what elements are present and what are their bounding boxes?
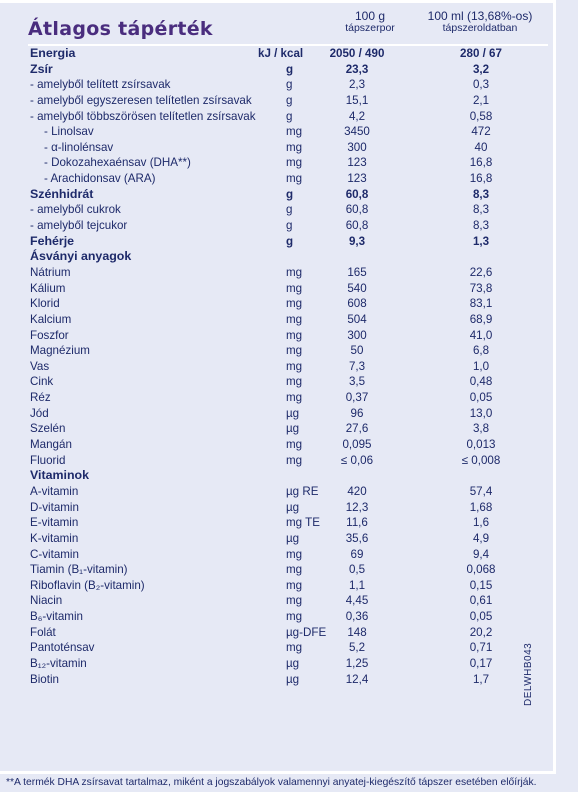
row-value-per-100ml: ≤ 0,008 (461, 453, 501, 467)
table-row (0, 249, 556, 265)
row-unit: mg (286, 391, 303, 405)
table-row (0, 437, 556, 453)
row-value-per-100g: 69 (350, 547, 364, 561)
row-value-per-100g: 1,25 (345, 656, 369, 670)
row-value-per-100g: 0,5 (348, 563, 366, 577)
table-row (0, 93, 556, 109)
row-unit: mg (286, 547, 303, 561)
row-unit: mg (286, 610, 303, 624)
table-row (0, 62, 556, 78)
table-row (0, 656, 556, 672)
row-value-per-100ml: 0,71 (469, 641, 493, 655)
table-row (0, 140, 556, 156)
table-row (0, 265, 556, 281)
row-value-per-100ml: 4,9 (472, 531, 490, 545)
table-row (0, 406, 556, 422)
row-value-per-100g: 608 (347, 297, 367, 311)
row-value-per-100g: 123 (347, 156, 367, 170)
row-unit: µg (286, 422, 300, 436)
row-unit: mg (286, 359, 303, 373)
row-value-per-100ml: 41,0 (469, 328, 493, 342)
table-row (0, 453, 556, 469)
row-value-per-100g: 50 (350, 344, 364, 358)
row-unit: g (286, 219, 293, 233)
column-header-per-100g-line2: tápszerpor (345, 22, 395, 34)
row-unit: mg (286, 578, 303, 592)
row-label: - Dokozahexaénsav (DHA**) (44, 156, 191, 170)
row-value-per-100g: 0,37 (345, 391, 369, 405)
column-header-per-100g (330, 10, 410, 34)
row-value-per-100ml: 8,3 (472, 203, 490, 217)
row-label: Cink (30, 375, 54, 389)
row-label: D-vitamin (30, 500, 79, 514)
row-label: Zsír (30, 61, 53, 76)
table-row (0, 484, 556, 500)
row-unit: µg (286, 656, 300, 670)
row-label: - Linolsav (44, 125, 94, 139)
table-row (0, 421, 556, 437)
row-label: Kálium (30, 281, 66, 295)
row-value-per-100g: 15,1 (345, 93, 369, 107)
row-value-per-100ml: 22,6 (469, 265, 493, 279)
row-value-per-100g: 12,4 (345, 672, 369, 686)
row-value-per-100g: ≤ 0,06 (340, 453, 374, 467)
table-row (0, 500, 556, 516)
row-label: - α-linolénsav (44, 140, 114, 154)
table-row (0, 390, 556, 406)
row-label: Foszfor (30, 328, 69, 342)
row-value-per-100ml: 1,7 (472, 672, 490, 686)
row-value-per-100g: 60,8 (345, 187, 369, 201)
row-value-per-100g: 540 (347, 281, 367, 295)
row-label: Klorid (30, 297, 60, 311)
row-label: Szénhidrát (30, 186, 94, 201)
row-unit: µg (286, 406, 300, 420)
table-row (0, 187, 556, 203)
row-label: Energia (30, 46, 76, 60)
row-label: Niacin (30, 594, 63, 608)
row-value-per-100g: 9,3 (348, 234, 366, 248)
row-label: - amelyből telített zsírsavak (30, 78, 171, 92)
row-unit: µg-DFE (286, 625, 327, 639)
table-row (0, 218, 556, 234)
row-value-per-100ml: 0,013 (466, 438, 496, 452)
table-row (0, 296, 556, 312)
row-value-per-100ml: 3,8 (472, 422, 490, 436)
row-label: E-vitamin (30, 516, 79, 530)
table-row (0, 171, 556, 187)
row-value-per-100g: 300 (347, 140, 367, 154)
page-title: Átlagos tápérték (28, 18, 213, 40)
row-value-per-100ml: 8,3 (472, 219, 490, 233)
table-row (0, 77, 556, 93)
row-value-per-100ml: 40 (474, 140, 488, 154)
table-row (0, 124, 556, 140)
row-value-per-100g: 4,45 (345, 594, 369, 608)
table-row (0, 109, 556, 125)
row-value-per-100g: 504 (347, 312, 367, 326)
column-header-per-100ml-line1: 100 ml (13,68%-os) (427, 9, 533, 23)
row-unit: mg (286, 281, 303, 295)
row-label: Biotin (30, 672, 60, 686)
table-row (0, 374, 556, 390)
row-unit: g (286, 78, 293, 92)
row-unit: kJ / kcal (258, 47, 304, 60)
row-value-per-100g: 12,3 (345, 500, 369, 514)
table-row (0, 531, 556, 547)
row-value-per-100g: 300 (347, 328, 367, 342)
row-value-per-100g: 35,6 (345, 531, 369, 545)
row-value-per-100ml: 280 / 67 (460, 47, 502, 60)
row-unit: mg (286, 156, 303, 170)
row-value-per-100ml: 8,3 (472, 187, 490, 201)
row-unit: mg (286, 140, 303, 154)
table-row (0, 468, 556, 484)
row-value-per-100ml: 1,68 (469, 500, 493, 514)
row-value-per-100ml: 16,8 (469, 156, 493, 170)
row-unit: g (286, 187, 294, 201)
row-label: Vitaminok (30, 468, 89, 483)
row-label: - amelyből cukrok (30, 203, 121, 217)
row-label: Fehérje (30, 233, 75, 248)
row-unit: mg (286, 438, 303, 452)
footnote: **A termék DHA zsírsavat tartalmaz, miként a jogszabályok valamennyi anyatej-kiegészítő tápszer esetében előírják. (6, 777, 537, 788)
row-label: Szelén (30, 422, 66, 436)
row-value-per-100g: 60,8 (345, 219, 369, 233)
row-value-per-100ml: 13,0 (469, 406, 493, 420)
table-row (0, 46, 556, 62)
row-value-per-100g: 60,8 (345, 203, 369, 217)
row-unit: µg (286, 672, 300, 686)
row-value-per-100g: 165 (347, 265, 367, 279)
table-row (0, 234, 556, 250)
product-code: DELWHB043 (523, 642, 534, 706)
row-value-per-100g: 3,5 (348, 375, 366, 389)
table-row (0, 155, 556, 171)
row-label: Pantoténsav (30, 641, 95, 655)
row-label: C-vitamin (30, 547, 79, 561)
table-row (0, 640, 556, 656)
row-value-per-100g: 3450 (344, 125, 370, 139)
column-header-per-100ml-line2: tápszeroldatban (442, 22, 518, 34)
row-value-per-100ml: 73,8 (469, 281, 493, 295)
row-label: Folát (30, 625, 56, 639)
row-value-per-100g: 5,2 (348, 641, 366, 655)
row-value-per-100ml: 6,8 (472, 344, 490, 358)
row-label: B₁₂-vitamin (30, 656, 87, 670)
column-header-per-100g-line1: 100 g (354, 9, 386, 23)
row-label: Vas (30, 359, 50, 373)
row-value-per-100ml: 57,4 (469, 484, 493, 498)
row-unit: mg (286, 297, 303, 311)
row-unit: mg (286, 641, 303, 655)
row-value-per-100g: 123 (347, 172, 367, 186)
row-value-per-100g: 420 (347, 484, 367, 498)
row-unit: mg (286, 453, 303, 467)
row-unit: mg (286, 563, 303, 577)
row-value-per-100ml: 9,4 (472, 547, 490, 561)
table-row (0, 312, 556, 328)
row-label: B₆-vitamin (30, 610, 83, 624)
row-value-per-100g: 23,3 (345, 62, 369, 76)
row-unit: mg (286, 594, 303, 608)
row-value-per-100ml: 1,0 (472, 359, 490, 373)
row-value-per-100g: 2,3 (348, 78, 366, 92)
row-unit: g (286, 234, 294, 248)
row-value-per-100g: 2050 / 490 (329, 47, 385, 60)
table-row (0, 515, 556, 531)
row-value-per-100g: 96 (350, 406, 364, 420)
table-row (0, 593, 556, 609)
table-row (0, 202, 556, 218)
row-label: Réz (30, 391, 51, 405)
table-row (0, 672, 556, 688)
row-label: Tiamin (B₁-vitamin) (30, 563, 128, 577)
row-unit: µg (286, 500, 300, 514)
table-row (0, 547, 556, 563)
row-label: Fluorid (30, 453, 66, 467)
row-label: - Arachidonsav (ARA) (44, 172, 156, 186)
row-value-per-100ml: 0,05 (469, 610, 493, 624)
row-label: - amelyből egyszeresen telítetlen zsírsavak (30, 93, 252, 107)
row-unit: g (286, 203, 293, 217)
row-unit: mg (286, 172, 303, 186)
row-value-per-100g: 27,6 (345, 422, 369, 436)
row-unit: mg (286, 125, 303, 139)
top-divider (0, 0, 556, 3)
row-label: Nátrium (30, 265, 71, 279)
row-label: - amelyből többszörösen telítetlen zsírsavak (30, 109, 256, 123)
row-unit: µg RE (286, 484, 319, 498)
row-value-per-100g: 0,36 (345, 610, 369, 624)
row-value-per-100ml: 0,48 (469, 375, 493, 389)
row-value-per-100ml: 0,068 (466, 563, 496, 577)
row-value-per-100g: 4,2 (348, 109, 366, 123)
row-label: K-vitamin (30, 531, 79, 545)
row-label: A-vitamin (30, 484, 79, 498)
row-unit: mg (286, 312, 303, 326)
row-value-per-100ml: 20,2 (469, 625, 493, 639)
table-row (0, 281, 556, 297)
row-value-per-100ml: 16,8 (469, 172, 493, 186)
row-label: Jód (30, 406, 49, 420)
row-unit: g (286, 109, 293, 123)
row-label: Mangán (30, 438, 72, 452)
row-value-per-100ml: 83,1 (469, 297, 493, 311)
row-unit: µg (286, 531, 300, 545)
row-value-per-100ml: 0,15 (469, 578, 493, 592)
table-row (0, 562, 556, 578)
row-label: Ásványi anyagok (30, 249, 132, 264)
row-unit: mg (286, 328, 303, 342)
row-unit: mg TE (286, 516, 320, 530)
row-unit: g (286, 62, 294, 76)
row-value-per-100g: 1,1 (348, 578, 366, 592)
table-row (0, 578, 556, 594)
row-value-per-100g: 0,095 (342, 438, 372, 452)
row-value-per-100ml: 68,9 (469, 312, 493, 326)
row-unit: g (286, 93, 293, 107)
row-value-per-100ml: 2,1 (472, 93, 490, 107)
row-value-per-100ml: 0,3 (472, 78, 490, 92)
row-unit: mg (286, 344, 303, 358)
row-value-per-100ml: 0,05 (469, 391, 493, 405)
row-value-per-100ml: 472 (471, 125, 491, 139)
row-unit: mg (286, 375, 303, 389)
row-label: Riboflavin (B₂-vitamin) (30, 578, 145, 592)
row-value-per-100g: 148 (347, 625, 367, 639)
row-label: Magnézium (30, 344, 90, 358)
column-header-per-100ml (424, 10, 536, 34)
row-value-per-100ml: 1,6 (472, 516, 490, 530)
row-label: - amelyből tejcukor (30, 219, 128, 233)
table-row (0, 359, 556, 375)
row-value-per-100ml: 0,58 (469, 109, 493, 123)
row-value-per-100ml: 0,61 (469, 594, 493, 608)
row-value-per-100g: 11,6 (346, 516, 368, 530)
row-value-per-100ml: 0,17 (469, 656, 493, 670)
row-unit: mg (286, 265, 303, 279)
row-value-per-100g: 7,3 (348, 359, 366, 373)
row-label: Kalcium (30, 312, 72, 326)
row-value-per-100ml: 3,2 (472, 62, 490, 76)
nutrition-table (0, 46, 556, 687)
table-row (0, 625, 556, 641)
table-row (0, 609, 556, 625)
table-row (0, 343, 556, 359)
row-value-per-100ml: 1,3 (472, 234, 490, 248)
table-row (0, 328, 556, 344)
